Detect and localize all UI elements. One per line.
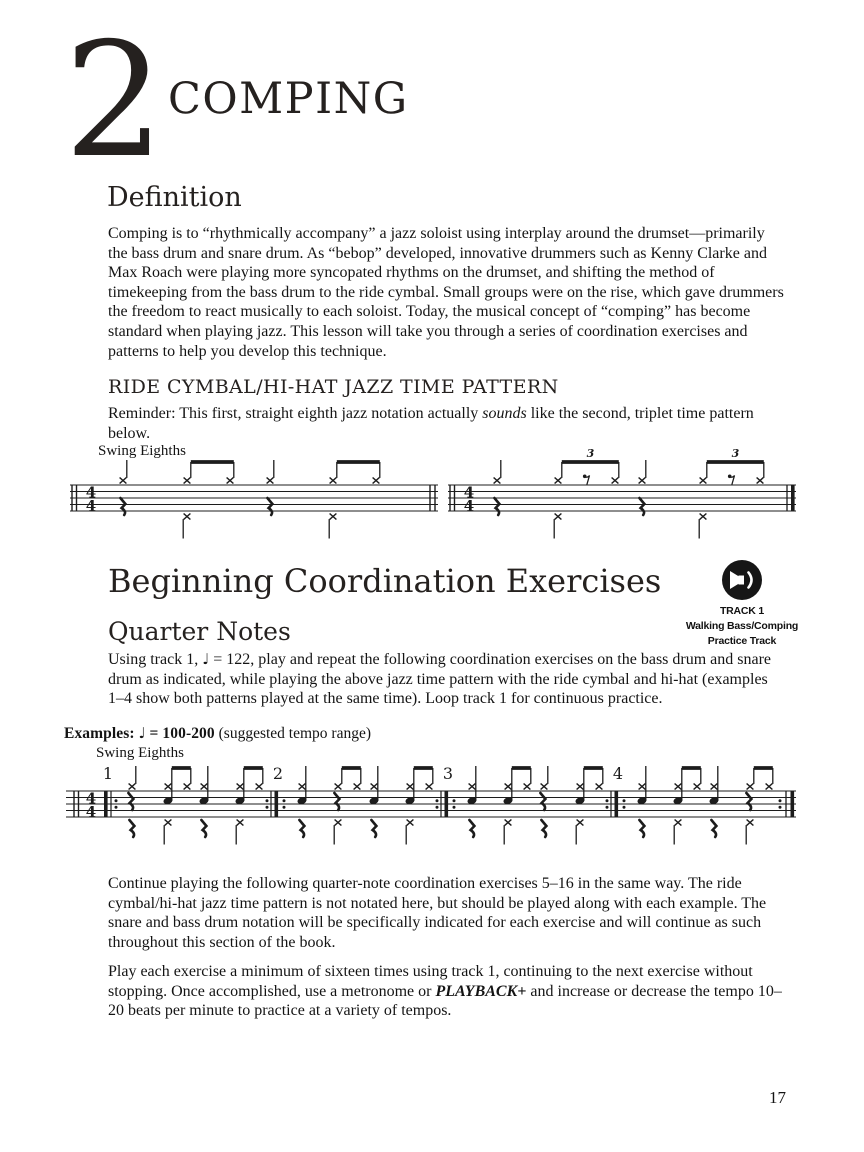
svg-text:4: 4 <box>85 483 97 502</box>
examples-label: Examples: <box>64 725 135 742</box>
reminder-italic: sounds <box>482 405 527 422</box>
staff-exercises-1-4 <box>66 754 796 859</box>
swing-eighths-label: Swing Eighths <box>96 745 184 761</box>
coordination-heading: Beginning Coordination Exercises <box>108 562 662 600</box>
track-number: TRACK 1 <box>719 605 765 617</box>
staff-triplet-pattern <box>448 447 796 544</box>
play-prefix: Play each exercise a minimum of sixteen times using track 1, continuing to the next exercise without stopping. Once accomplished, use a metronome or <box>108 963 753 1000</box>
track-badge <box>683 558 801 649</box>
definition-heading: Definition <box>107 182 242 213</box>
continue-paragraph: Continue playing the following quarter-note coordination exercises 5–16 in the same way. The ride cymbal/hi-hat jazz time pattern is not notated here, but should be played along with each example. The snare and bass drum notation will be specifically indicated for each exercise and will continue as such throughout this section of the book. <box>108 875 767 951</box>
examples-line <box>64 724 371 743</box>
page-number: 17 <box>769 1088 786 1107</box>
reminder-prefix: Reminder: This first, straight eighth jazz notation actually <box>108 405 483 422</box>
playback-plus: PLAYBACK+ <box>435 982 527 1000</box>
play-suffix: and increase or decrease the tempo 10–20 beats per minute to practice at a variety of tempos. <box>108 982 782 1020</box>
examples-range: (suggested tempo range) <box>218 725 372 742</box>
quarter-note-icon: ♩ <box>138 724 146 742</box>
reminder-text <box>108 404 788 443</box>
svg-text:4: 4 <box>85 789 97 808</box>
svg-text:3: 3 <box>586 447 595 460</box>
swing-eighths-label: Swing Eighths <box>98 443 186 459</box>
svg-text:4: 4 <box>85 497 97 515</box>
staff-straight-eighths <box>70 452 438 544</box>
track-desc-line1: Walking Bass/Comping <box>685 620 799 632</box>
definition-body: Comping is to “rhythmically accompany” a jazz soloist using interplay around the drumset—primarily the bass drum and snare drum. As “bebop” developed, innovative drummers such as Kenny Clarke and Max Roach were playing more syncopated rhythms on the drumset, and shifting the method of timekeeping from the bass drum to the ride cymbal. Small groups were on the rise, which gave drummers the freedom to react musically to each soloist. Today, the musical concept of “comping” has become standard when playing jazz. This lesson will take you through a series of coordination exercises and patterns to help you develop this technique. <box>108 225 784 360</box>
svg-text:4: 4 <box>463 497 475 515</box>
svg-text:2: 2 <box>272 764 284 783</box>
track-desc-line2: Practice Track <box>707 635 777 647</box>
chapter-title: COMPING <box>168 74 409 124</box>
svg-text:4: 4 <box>612 764 624 783</box>
ride-pattern-heading: RIDE CYMBAL/HI-HAT JAZZ TIME PATTERN <box>108 376 559 398</box>
speaker-icon <box>720 558 764 602</box>
quarter-notes-heading: Quarter Notes <box>108 617 291 646</box>
reminder-suffix: like the second, triplet time pattern below. <box>108 405 754 442</box>
quarter-body-suffix: = 122, play and repeat the following coordination exercises on the bass drum and snare drum as indicated, while playing the above jazz time pattern with the ride cymbal and hi-hat (examples 1–4 show both patterns played at the same time). Loop track 1 for continuous practice. <box>108 651 772 708</box>
svg-text:3: 3 <box>731 447 740 460</box>
chapter-number: 2 <box>64 9 165 193</box>
quarter-notes-body <box>108 650 786 709</box>
examples-tempo: = 100-200 <box>149 725 215 742</box>
svg-text:4: 4 <box>463 483 475 502</box>
svg-text:4: 4 <box>85 803 97 821</box>
quarter-note-icon: ♩ <box>202 650 210 668</box>
svg-text:1: 1 <box>102 764 114 783</box>
play-paragraph <box>108 962 790 1021</box>
svg-text:3: 3 <box>442 764 454 783</box>
quarter-body-prefix: Using track 1, <box>108 651 203 668</box>
